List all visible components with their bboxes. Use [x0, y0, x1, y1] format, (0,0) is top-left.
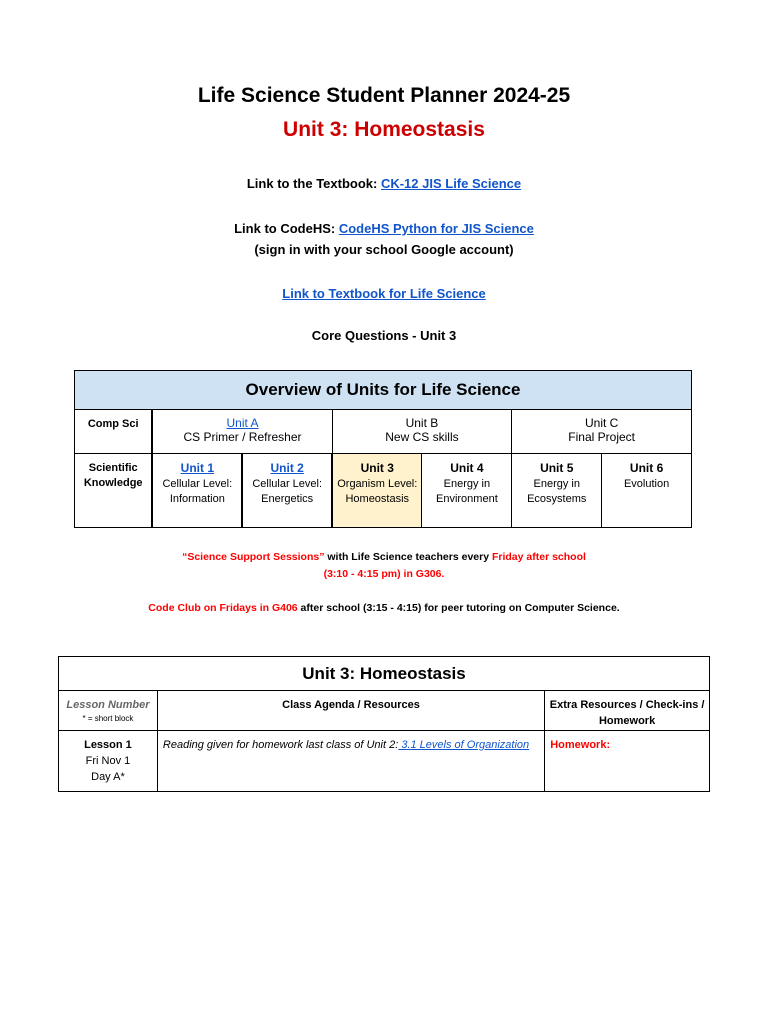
- extra-cell: [545, 731, 710, 792]
- ck12-textbook-link[interactable]: CK-12 JIS Life Science: [380, 176, 522, 191]
- support-sessions-quote: “Science Support Sessions”: [182, 551, 325, 563]
- unit-4-name: Unit 4: [450, 461, 484, 475]
- agenda-cell: [157, 731, 544, 792]
- unit-subtitle: Unit 3: Homeostasis: [283, 118, 485, 141]
- lesson-date: Fri Nov 1: [85, 755, 131, 767]
- table-row: [59, 731, 710, 792]
- page-title: Life Science Student Planner 2024-25: [197, 84, 571, 107]
- unit-2-desc: Cellular Level: Energetics: [252, 478, 323, 505]
- codehs-link[interactable]: CodeHS Python for JIS Science: [338, 221, 534, 236]
- lesson-number-label: Lesson Number: [66, 699, 150, 711]
- codehs-line: [0, 221, 768, 236]
- unit-3-desc: Organism Level: Homeostasis: [337, 478, 418, 505]
- unit-6-cell: [602, 454, 692, 528]
- unit-4-cell: [422, 454, 512, 528]
- support-sessions-notice: [0, 549, 768, 583]
- unit-a-desc: CS Primer / Refresher: [183, 430, 302, 444]
- support-sessions-time: (3:10 - 4:15 pm) in G306.: [323, 568, 445, 580]
- textbook-label: Link to the Textbook:: [246, 176, 381, 191]
- unit-c-name: Unit C: [584, 416, 619, 430]
- extra-resources-header: Extra Resources / Check-ins / Homework: [545, 691, 710, 731]
- code-club-notice: [0, 600, 768, 617]
- textbook-life-line: [0, 286, 768, 301]
- levels-of-organization-link[interactable]: 3.1 Levels of Organization: [398, 739, 530, 751]
- unit-1-link[interactable]: Unit 1: [180, 461, 214, 475]
- scientific-knowledge-label: Scientific Knowledge: [75, 454, 153, 528]
- unit-6-name: Unit 6: [629, 461, 664, 475]
- agenda-header: Class Agenda / Resources: [157, 691, 544, 731]
- unit-a-link[interactable]: Unit A: [226, 416, 259, 430]
- support-sessions-mid: with Life Science teachers every: [324, 551, 492, 563]
- unit3-table-title: Unit 3: Homeostasis: [59, 657, 710, 691]
- unit-1-desc: Cellular Level: Information: [162, 478, 233, 505]
- textbook-life-science-link[interactable]: Link to Textbook for Life Science: [282, 286, 486, 301]
- comp-sci-label: Comp Sci: [75, 410, 153, 454]
- lesson-day: Day A*: [91, 771, 125, 783]
- unit-6-desc: Evolution: [623, 478, 670, 490]
- codehs-label: Link to CodeHS:: [234, 221, 339, 236]
- unit-2-link[interactable]: Unit 2: [270, 461, 304, 475]
- unit-c-desc: Final Project: [568, 430, 635, 444]
- overview-table: [74, 370, 692, 528]
- code-club-rest: after school (3:15 - 4:15) for peer tutoring on Computer Science.: [297, 602, 620, 614]
- lesson-cell: [59, 731, 158, 792]
- unit-2-cell: [242, 454, 332, 528]
- unit-c-cell: [512, 410, 692, 454]
- unit-5-desc: Energy in Ecosystems: [527, 478, 587, 505]
- unit-3-name: Unit 3: [360, 461, 394, 475]
- agenda-text: Reading given for homework last class of Unit 2:: [162, 739, 399, 751]
- unit-b-cell: [332, 410, 512, 454]
- unit-3-cell: [332, 454, 422, 528]
- support-sessions-day: Friday after school: [491, 551, 586, 563]
- codehs-note: (sign in with your school Google account): [254, 242, 514, 257]
- homework-label: Homework:: [550, 739, 611, 751]
- unit-b-name: Unit B: [405, 416, 439, 430]
- core-questions: Core Questions - Unit 3: [311, 328, 457, 343]
- unit-4-desc: Energy in Environment: [436, 478, 498, 505]
- unit-5-name: Unit 5: [540, 461, 574, 475]
- lesson-number: Lesson 1: [84, 739, 132, 751]
- lesson-number-header: [59, 691, 158, 731]
- unit-5-cell: [512, 454, 602, 528]
- overview-title: Overview of Units for Life Science: [75, 371, 692, 410]
- short-block-note: * = short block: [82, 714, 134, 723]
- unit-b-desc: New CS skills: [385, 430, 459, 444]
- unit-a-cell: [152, 410, 332, 454]
- unit3-table: [58, 656, 710, 792]
- textbook-line: [0, 176, 768, 191]
- unit-1-cell: [152, 454, 242, 528]
- code-club-highlight: Code Club on Fridays in G406: [148, 602, 298, 614]
